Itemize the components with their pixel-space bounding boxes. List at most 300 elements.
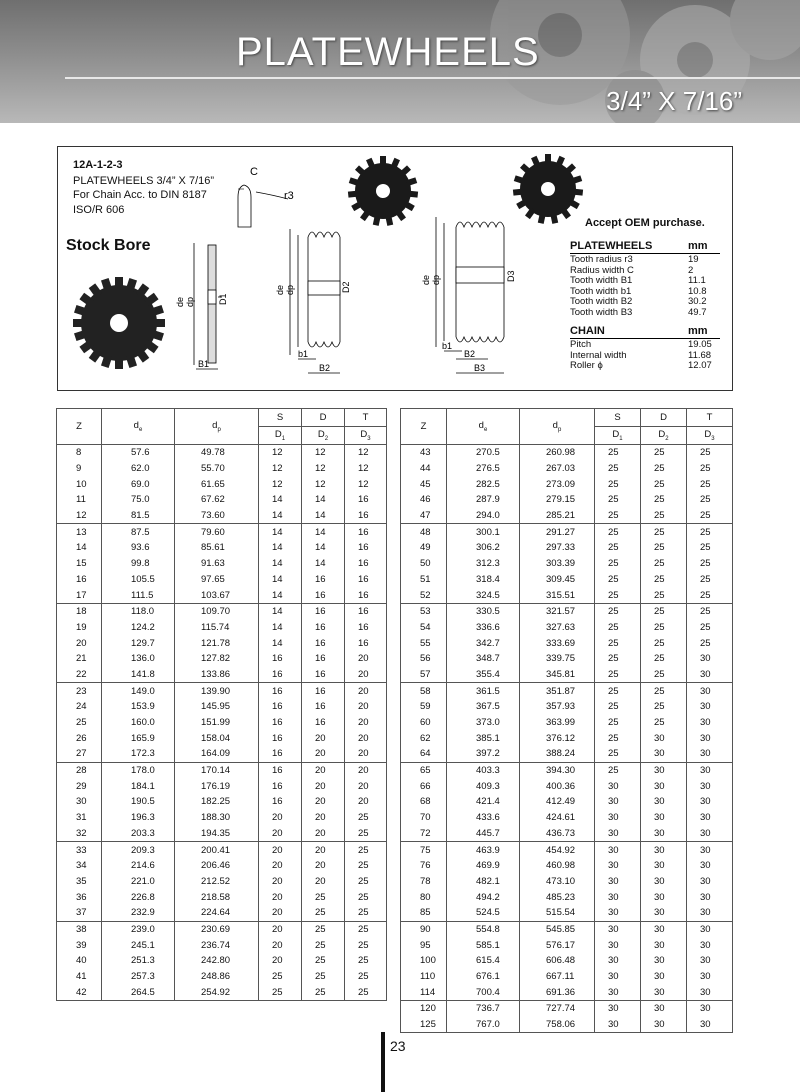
- cell-dp: 363.99: [520, 715, 595, 731]
- cell-d1: 30: [595, 858, 641, 874]
- cell-dp: 309.45: [520, 572, 595, 588]
- cell-d3: 20: [345, 762, 387, 778]
- cell-d3: 25: [687, 476, 733, 492]
- cell-de: 767.0: [447, 1017, 520, 1033]
- cell-de: 482.1: [447, 874, 520, 890]
- oem-note: Accept OEM purchase.: [585, 217, 705, 229]
- cell-d2: 20: [302, 810, 345, 826]
- table-row: [401, 778, 733, 794]
- cell-d3: 20: [345, 730, 387, 746]
- cell-dp: 400.36: [520, 778, 595, 794]
- platewheels-spec-head: PLATEWHEELS: [570, 240, 653, 252]
- cell-d1: 25: [595, 476, 641, 492]
- cell-de: 403.3: [447, 762, 520, 778]
- table-row: [401, 1001, 733, 1017]
- cell-d3: 25: [345, 826, 387, 842]
- table-row: [57, 683, 387, 699]
- cell-d2: 20: [302, 842, 345, 858]
- label-b3: B3: [474, 363, 486, 373]
- cell-d1: 30: [595, 921, 641, 937]
- stock-bore-label: Stock Bore: [66, 237, 151, 254]
- col-d3: $D_3$: [345, 427, 387, 445]
- cell-de: 615.4: [447, 953, 520, 969]
- cell-dp: 303.39: [520, 556, 595, 572]
- cell-d2: 16: [302, 620, 345, 636]
- cell-dp: 242.80: [175, 953, 259, 969]
- table-row: [401, 620, 733, 636]
- cell-d2: 25: [641, 492, 687, 508]
- cell-d2: 30: [641, 778, 687, 794]
- cell-d2: 30: [641, 969, 687, 985]
- cell-dp: 454.92: [520, 842, 595, 858]
- cell-d2: 25: [641, 461, 687, 477]
- cell-dp: 230.69: [175, 921, 259, 937]
- cell-d1: 25: [595, 730, 641, 746]
- cell-d3: 25: [687, 603, 733, 619]
- cell-dp: 345.81: [520, 667, 595, 683]
- cell-dp: 79.60: [175, 524, 259, 540]
- cell-z: 72: [401, 826, 447, 842]
- cell-d3: 25: [345, 905, 387, 921]
- col-s: S: [259, 409, 302, 427]
- cell-d3: 25: [687, 540, 733, 556]
- table-row: [401, 842, 733, 858]
- cell-de: 245.1: [102, 937, 175, 953]
- cell-dp: 103.67: [175, 587, 259, 603]
- cell-z: 64: [401, 746, 447, 762]
- table-row: [401, 874, 733, 890]
- cell-dp: 515.54: [520, 905, 595, 921]
- product-line-1: PLATEWHEELS 3/4” X 7/16”: [73, 175, 215, 187]
- simplex-section-drawing: [175, 243, 228, 369]
- cell-dp: 727.74: [520, 1001, 595, 1017]
- label-d1: D1: [218, 293, 228, 305]
- cell-de: 87.5: [102, 524, 175, 540]
- cell-z: 34: [57, 858, 102, 874]
- cell-d1: 25: [595, 540, 641, 556]
- cell-d2: 12: [302, 461, 345, 477]
- cell-d3: 30: [687, 937, 733, 953]
- cell-d3: 30: [687, 969, 733, 985]
- table-row: [57, 667, 387, 683]
- cell-d2: 25: [641, 699, 687, 715]
- cell-d2: 25: [302, 937, 345, 953]
- cell-z: 41: [57, 969, 102, 985]
- cell-de: 93.6: [102, 540, 175, 556]
- cell-z: 54: [401, 620, 447, 636]
- cell-z: 52: [401, 587, 447, 603]
- cell-d2: 16: [302, 635, 345, 651]
- table-row: [401, 651, 733, 667]
- cell-d1: 25: [595, 572, 641, 588]
- cell-de: 282.5: [447, 476, 520, 492]
- label-b1s-1: b1: [298, 349, 309, 359]
- cell-z: 26: [57, 730, 102, 746]
- cell-z: 78: [401, 874, 447, 890]
- table-row: [57, 921, 387, 937]
- cell-d3: 12: [345, 476, 387, 492]
- table-row: [57, 937, 387, 953]
- label-d2: D2: [341, 281, 351, 293]
- table-row: [401, 699, 733, 715]
- cell-d3: 16: [345, 620, 387, 636]
- spec-label: Roller ϕ: [570, 360, 603, 371]
- cell-d1: 25: [595, 746, 641, 762]
- duplex-section-drawing: [275, 229, 351, 373]
- simplex-sprocket-image: [73, 277, 165, 369]
- table-row: [401, 635, 733, 651]
- cell-d1: 12: [259, 445, 302, 461]
- cell-dp: 339.75: [520, 651, 595, 667]
- cell-de: 270.5: [447, 445, 520, 461]
- table-row: [401, 762, 733, 778]
- spec-label: Pitch: [570, 339, 592, 350]
- cell-d2: 30: [641, 874, 687, 890]
- cell-z: 40: [57, 953, 102, 969]
- cell-de: 69.0: [102, 476, 175, 492]
- cell-d2: 20: [302, 762, 345, 778]
- label-d3: D3: [506, 270, 516, 282]
- cell-d1: 20: [259, 921, 302, 937]
- cell-dp: 115.74: [175, 620, 259, 636]
- cell-z: 55: [401, 635, 447, 651]
- cell-d3: 30: [687, 1017, 733, 1033]
- cell-d2: 20: [302, 858, 345, 874]
- spec-value: 2: [688, 264, 694, 276]
- cell-d2: 25: [641, 524, 687, 540]
- cell-d2: 25: [641, 651, 687, 667]
- spec-label: Tooth width B3: [570, 306, 633, 318]
- table-row: [401, 921, 733, 937]
- table-row: [57, 794, 387, 810]
- cell-dp: 667.11: [520, 969, 595, 985]
- cell-d3: 16: [345, 603, 387, 619]
- cell-d2: 30: [641, 762, 687, 778]
- cell-z: 33: [57, 842, 102, 858]
- cell-d1: 16: [259, 651, 302, 667]
- spec-label: Tooth width B1: [570, 275, 633, 286]
- cell-d3: 25: [687, 572, 733, 588]
- cell-d2: 16: [302, 683, 345, 699]
- cell-de: 165.9: [102, 730, 175, 746]
- cell-de: 324.5: [447, 587, 520, 603]
- cell-z: 14: [57, 540, 102, 556]
- cell-z: 58: [401, 683, 447, 699]
- cell-de: 355.4: [447, 667, 520, 683]
- cell-d2: 16: [302, 651, 345, 667]
- cell-d1: 14: [259, 524, 302, 540]
- cell-de: 397.2: [447, 746, 520, 762]
- cell-z: 31: [57, 810, 102, 826]
- cell-d1: 30: [595, 937, 641, 953]
- cell-z: 68: [401, 794, 447, 810]
- cell-d2: 30: [641, 921, 687, 937]
- spec-label: Tooth width b1: [570, 285, 632, 297]
- cell-d3: 30: [687, 842, 733, 858]
- cell-z: 48: [401, 524, 447, 540]
- spec-panel: [57, 146, 733, 391]
- spec-value: 11.1: [688, 275, 706, 286]
- cell-z: 44: [401, 461, 447, 477]
- table-row: [401, 524, 733, 540]
- cell-d2: 30: [641, 810, 687, 826]
- cell-d2: 25: [641, 683, 687, 699]
- cell-d2: 30: [641, 826, 687, 842]
- table-row: [57, 874, 387, 890]
- cell-dp: 285.21: [520, 508, 595, 524]
- cell-dp: 260.98: [520, 445, 595, 461]
- product-line-2: For Chain Acc. to DIN 8187: [73, 189, 207, 201]
- cell-d1: 30: [595, 984, 641, 1000]
- cell-z: 18: [57, 603, 102, 619]
- cell-de: 433.6: [447, 810, 520, 826]
- page-header: [0, 0, 800, 123]
- page-title: PLATEWHEELS: [236, 30, 540, 74]
- cell-dp: 297.33: [520, 540, 595, 556]
- cell-d1: 30: [595, 842, 641, 858]
- cell-d2: 20: [302, 874, 345, 890]
- table-row: [57, 984, 387, 1000]
- cell-d3: 25: [345, 810, 387, 826]
- cell-z: 27: [57, 746, 102, 762]
- cell-d2: 25: [641, 620, 687, 636]
- cell-d2: 25: [302, 953, 345, 969]
- label-de-1: de: [175, 296, 185, 307]
- cell-d1: 25: [595, 762, 641, 778]
- label-dp-3: dp: [431, 274, 441, 285]
- cell-d3: 25: [687, 461, 733, 477]
- spec-value: 11.68: [688, 349, 712, 361]
- cell-z: 29: [57, 778, 102, 794]
- col-d: D: [641, 409, 687, 427]
- table-row: [401, 603, 733, 619]
- table-row: [401, 715, 733, 731]
- cell-z: 22: [57, 667, 102, 683]
- page-marker-bar: [381, 1032, 385, 1092]
- cell-de: 232.9: [102, 905, 175, 921]
- cell-z: 70: [401, 810, 447, 826]
- table-row: [401, 794, 733, 810]
- cell-dp: 545.85: [520, 921, 595, 937]
- spec-value: 12.07: [688, 360, 712, 371]
- table-row: [57, 492, 387, 508]
- cell-z: 25: [57, 715, 102, 731]
- cell-d1: 20: [259, 905, 302, 921]
- cell-d2: 14: [302, 492, 345, 508]
- cell-z: 13: [57, 524, 102, 540]
- cell-d1: 25: [595, 683, 641, 699]
- cell-d2: 14: [302, 524, 345, 540]
- cell-de: 62.0: [102, 461, 175, 477]
- table-row: [401, 572, 733, 588]
- cell-d3: 20: [345, 667, 387, 683]
- cell-z: 15: [57, 556, 102, 572]
- table-row: [401, 683, 733, 699]
- cell-de: 676.1: [447, 969, 520, 985]
- cell-de: 75.0: [102, 492, 175, 508]
- cell-d1: 25: [595, 699, 641, 715]
- cell-dp: 85.61: [175, 540, 259, 556]
- cell-d3: 25: [687, 556, 733, 572]
- cell-d3: 30: [687, 651, 733, 667]
- cell-d2: 30: [641, 937, 687, 953]
- cell-d2: 16: [302, 587, 345, 603]
- cell-d1: 20: [259, 937, 302, 953]
- cell-d2: 16: [302, 699, 345, 715]
- cell-d2: 16: [302, 715, 345, 731]
- cell-z: 42: [57, 984, 102, 1000]
- cell-d2: 25: [641, 556, 687, 572]
- cell-z: 59: [401, 699, 447, 715]
- cell-d3: 25: [687, 635, 733, 651]
- cell-z: 36: [57, 889, 102, 905]
- table-row: [401, 826, 733, 842]
- cell-d3: 16: [345, 540, 387, 556]
- cell-dp: 218.58: [175, 889, 259, 905]
- cell-d2: 16: [302, 572, 345, 588]
- cell-d1: 30: [595, 1017, 641, 1033]
- cell-dp: 164.09: [175, 746, 259, 762]
- cell-d1: 30: [595, 794, 641, 810]
- cell-d1: 25: [595, 461, 641, 477]
- table-row: [401, 587, 733, 603]
- table-row: [401, 461, 733, 477]
- cell-z: 35: [57, 874, 102, 890]
- col-t: T: [687, 409, 733, 427]
- cell-z: 66: [401, 778, 447, 794]
- cell-z: 50: [401, 556, 447, 572]
- table-row: [57, 635, 387, 651]
- label-b1: B1: [198, 359, 210, 369]
- cell-de: 118.0: [102, 603, 175, 619]
- cell-de: 99.8: [102, 556, 175, 572]
- cell-d1: 30: [595, 889, 641, 905]
- cell-z: 11: [57, 492, 102, 508]
- cell-z: 37: [57, 905, 102, 921]
- cell-de: 330.5: [447, 603, 520, 619]
- cell-de: 153.9: [102, 699, 175, 715]
- table-row: [57, 587, 387, 603]
- cell-d2: 25: [302, 921, 345, 937]
- cell-de: 184.1: [102, 778, 175, 794]
- chain-spec-head: CHAIN: [570, 325, 605, 337]
- table-row: [57, 651, 387, 667]
- table-row: [401, 810, 733, 826]
- cell-d1: 30: [595, 874, 641, 890]
- cell-d1: 20: [259, 826, 302, 842]
- cell-z: 43: [401, 445, 447, 461]
- cell-de: 445.7: [447, 826, 520, 842]
- cell-de: 700.4: [447, 984, 520, 1000]
- cell-dp: 91.63: [175, 556, 259, 572]
- cell-dp: 133.86: [175, 667, 259, 683]
- cell-d1: 30: [595, 778, 641, 794]
- cell-d2: 25: [641, 635, 687, 651]
- cell-d2: 25: [641, 476, 687, 492]
- cell-dp: 73.60: [175, 508, 259, 524]
- cell-dp: 224.64: [175, 905, 259, 921]
- cell-z: 120: [401, 1001, 447, 1017]
- cell-d3: 25: [345, 842, 387, 858]
- col-d2: $D_2$: [641, 427, 687, 445]
- cell-dp: 606.48: [520, 953, 595, 969]
- cell-dp: 758.06: [520, 1017, 595, 1033]
- col-s: S: [595, 409, 641, 427]
- spec-label: Tooth width B2: [570, 296, 633, 307]
- cell-z: 16: [57, 572, 102, 588]
- cell-de: 348.7: [447, 651, 520, 667]
- cell-dp: 357.93: [520, 699, 595, 715]
- cell-d2: 14: [302, 556, 345, 572]
- table-row: [401, 984, 733, 1000]
- cell-d2: 30: [641, 794, 687, 810]
- cell-d3: 30: [687, 699, 733, 715]
- cell-de: 300.1: [447, 524, 520, 540]
- table-row: [401, 937, 733, 953]
- cell-d3: 30: [687, 1001, 733, 1017]
- page-number: 23: [390, 1038, 406, 1054]
- cell-z: 39: [57, 937, 102, 953]
- cell-dp: 254.92: [175, 984, 259, 1000]
- cell-d1: 14: [259, 556, 302, 572]
- table-row: [401, 508, 733, 524]
- cell-d2: 25: [641, 603, 687, 619]
- cell-de: 111.5: [102, 587, 175, 603]
- cell-d1: 30: [595, 953, 641, 969]
- cell-dp: 394.30: [520, 762, 595, 778]
- cell-de: 214.6: [102, 858, 175, 874]
- cell-z: 10: [57, 476, 102, 492]
- spec-value: 19: [688, 254, 699, 265]
- cell-dp: 279.15: [520, 492, 595, 508]
- cell-dp: 212.52: [175, 874, 259, 890]
- cell-d2: 14: [302, 508, 345, 524]
- cell-de: 494.2: [447, 889, 520, 905]
- cell-z: 125: [401, 1017, 447, 1033]
- label-dp-2: dp: [285, 284, 295, 295]
- table-row: [401, 858, 733, 874]
- cell-de: 312.3: [447, 556, 520, 572]
- cell-d1: 30: [595, 969, 641, 985]
- cell-dp: 236.74: [175, 937, 259, 953]
- cell-dp: 424.61: [520, 810, 595, 826]
- cell-de: 239.0: [102, 921, 175, 937]
- cell-z: 62: [401, 730, 447, 746]
- cell-d2: 25: [302, 905, 345, 921]
- cell-d2: 30: [641, 842, 687, 858]
- cell-z: 28: [57, 762, 102, 778]
- table-row: [57, 889, 387, 905]
- cell-z: 21: [57, 651, 102, 667]
- cell-de: 196.3: [102, 810, 175, 826]
- cell-de: 294.0: [447, 508, 520, 524]
- cell-z: 19: [57, 620, 102, 636]
- cell-de: 141.8: [102, 667, 175, 683]
- cell-d1: 20: [259, 842, 302, 858]
- cell-z: 32: [57, 826, 102, 842]
- cell-d1: 16: [259, 762, 302, 778]
- table-row: [57, 572, 387, 588]
- cell-z: 57: [401, 667, 447, 683]
- cell-dp: 97.65: [175, 572, 259, 588]
- cell-de: 318.4: [447, 572, 520, 588]
- cell-d3: 20: [345, 746, 387, 762]
- cell-dp: 194.35: [175, 826, 259, 842]
- cell-z: 46: [401, 492, 447, 508]
- cell-d2: 25: [302, 889, 345, 905]
- cell-d1: 20: [259, 889, 302, 905]
- cell-z: 76: [401, 858, 447, 874]
